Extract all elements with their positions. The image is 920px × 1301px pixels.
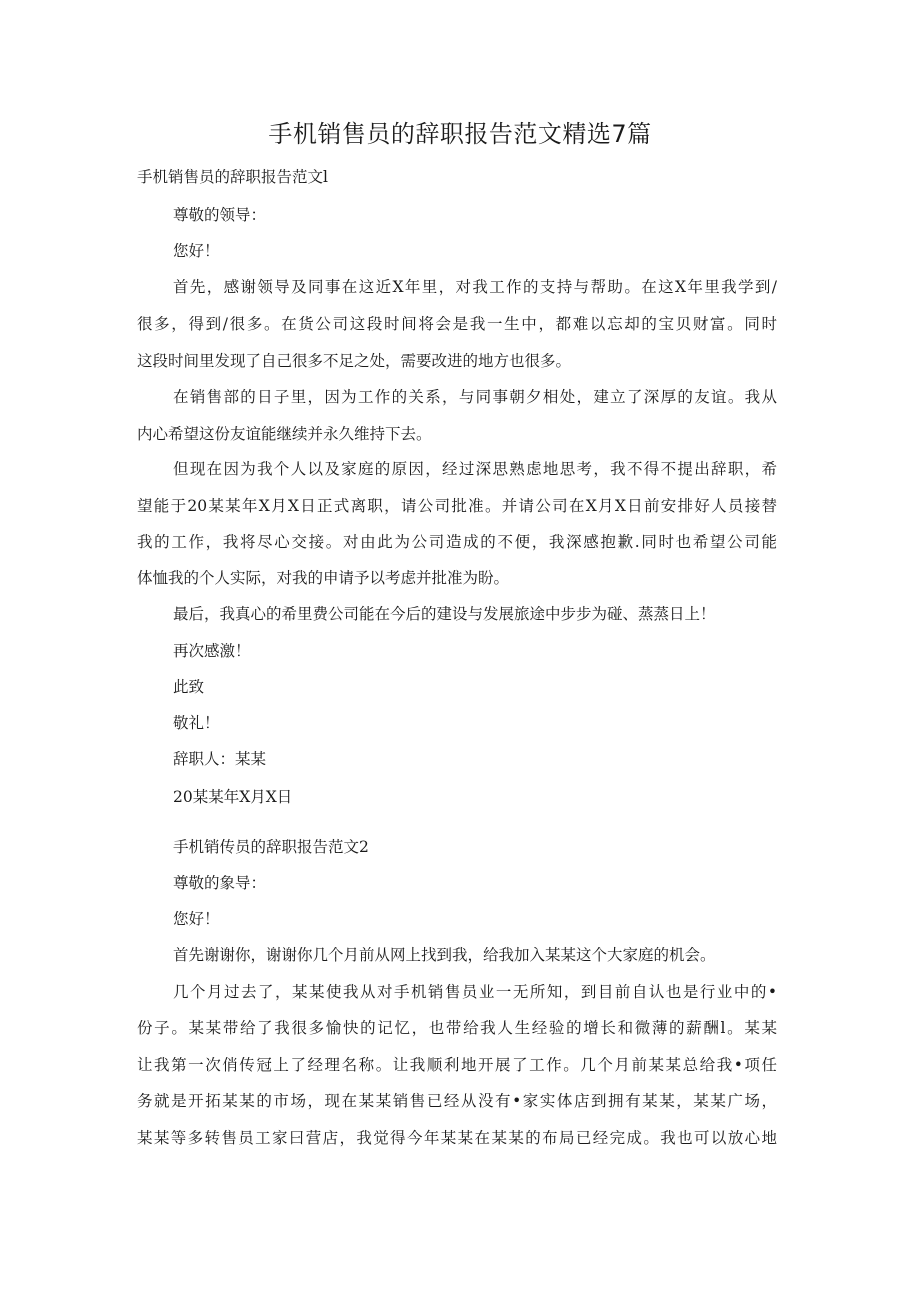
section-heading: 手机销传员的辞职报告范文2 [173,838,369,856]
paragraph-line: 份子。某某带给了我很多愉快的记忆，也带给我人生经验的增长和微薄的薪酬l。某某 [137,1019,777,1037]
paragraph-line: 务就是开拓某某的市场，现在某某销售已经从没有•家实体店到拥有某某，某某广场， [137,1092,777,1110]
paragraph-line: 体恤我的个人实际，对我的申请予以考虑并批准为盼。 [137,569,510,587]
paragraph-line: 我的工作，我将尽心交接。对由此为公司造成的不便，我深感抱歉.同时也希望公司能 [137,533,777,551]
paragraph-line: 内心希望这份友谊能继续并永久维持下去。 [137,425,432,443]
closing-line: 此致 [173,678,205,696]
paragraph-line: 几个月过去了，某某使我从对手机销售员业一无所知，到目前自认也是行业中的• [173,983,777,1001]
salutation: 尊敬的领导： [173,206,267,224]
paragraph-line: 望能于20某某年X月X日正式离职，请公司批准。并请公司在X月X日前安排好人员接替 [137,497,777,515]
paragraph-line: 但现在因为我个人以及家庭的原因，经过深思熟虑地思考，我不得不提出辞职，希 [173,460,777,478]
signer-line: 辞职人：某某 [173,750,267,768]
paragraph-line: 最后，我真心的希里费公司能在今后的建设与发展旅途中步步为碰、蒸蒸日上！ [173,605,716,623]
paragraph-line: 首先，感谢领导及同事在这近X年里，对我工作的支持与帮助。在这X年里我学到/ [173,278,777,296]
salute-line: 敬礼！ [173,714,220,732]
date-line: 20某某年X月X日 [173,788,293,806]
paragraph-line: 某某等多转售员工家曰营店，我觉得今年某某在某某的布局已经完成。我也可以放心地 [137,1129,777,1147]
thanks-line: 再次感激！ [173,642,251,660]
paragraph-line: 这段时间里发现了自己很多不足之处，需要改进的地方也很多。 [137,352,572,370]
paragraph-line: 很多，得到/很多。在货公司这段时间将会是我一生中，都难以忘却的宝贝财富。同时 [137,315,777,333]
paragraph-line: 首先谢谢你，谢谢你几个月前从网上找到我，给我加入某某这个大家庭的机会。 [173,946,716,964]
section-heading: 手机销售员的辞职报告范文l [137,168,328,186]
paragraph-line: 让我第一次俏传冠上了经理名称。让我顺利地开展了工作。几个月前某某总给我•项任 [137,1056,777,1074]
salutation: 尊敬的象导： [173,874,267,892]
greeting-line: 您好！ [173,242,220,260]
greeting-line: 您好！ [173,910,220,928]
document-title: 手机销售员的辞职报告范文精选7篇 [268,120,652,148]
paragraph-line: 在销售部的日子里，因为工作的关系，与同事朝夕相处，建立了深厚的友谊。我从 [173,388,777,406]
